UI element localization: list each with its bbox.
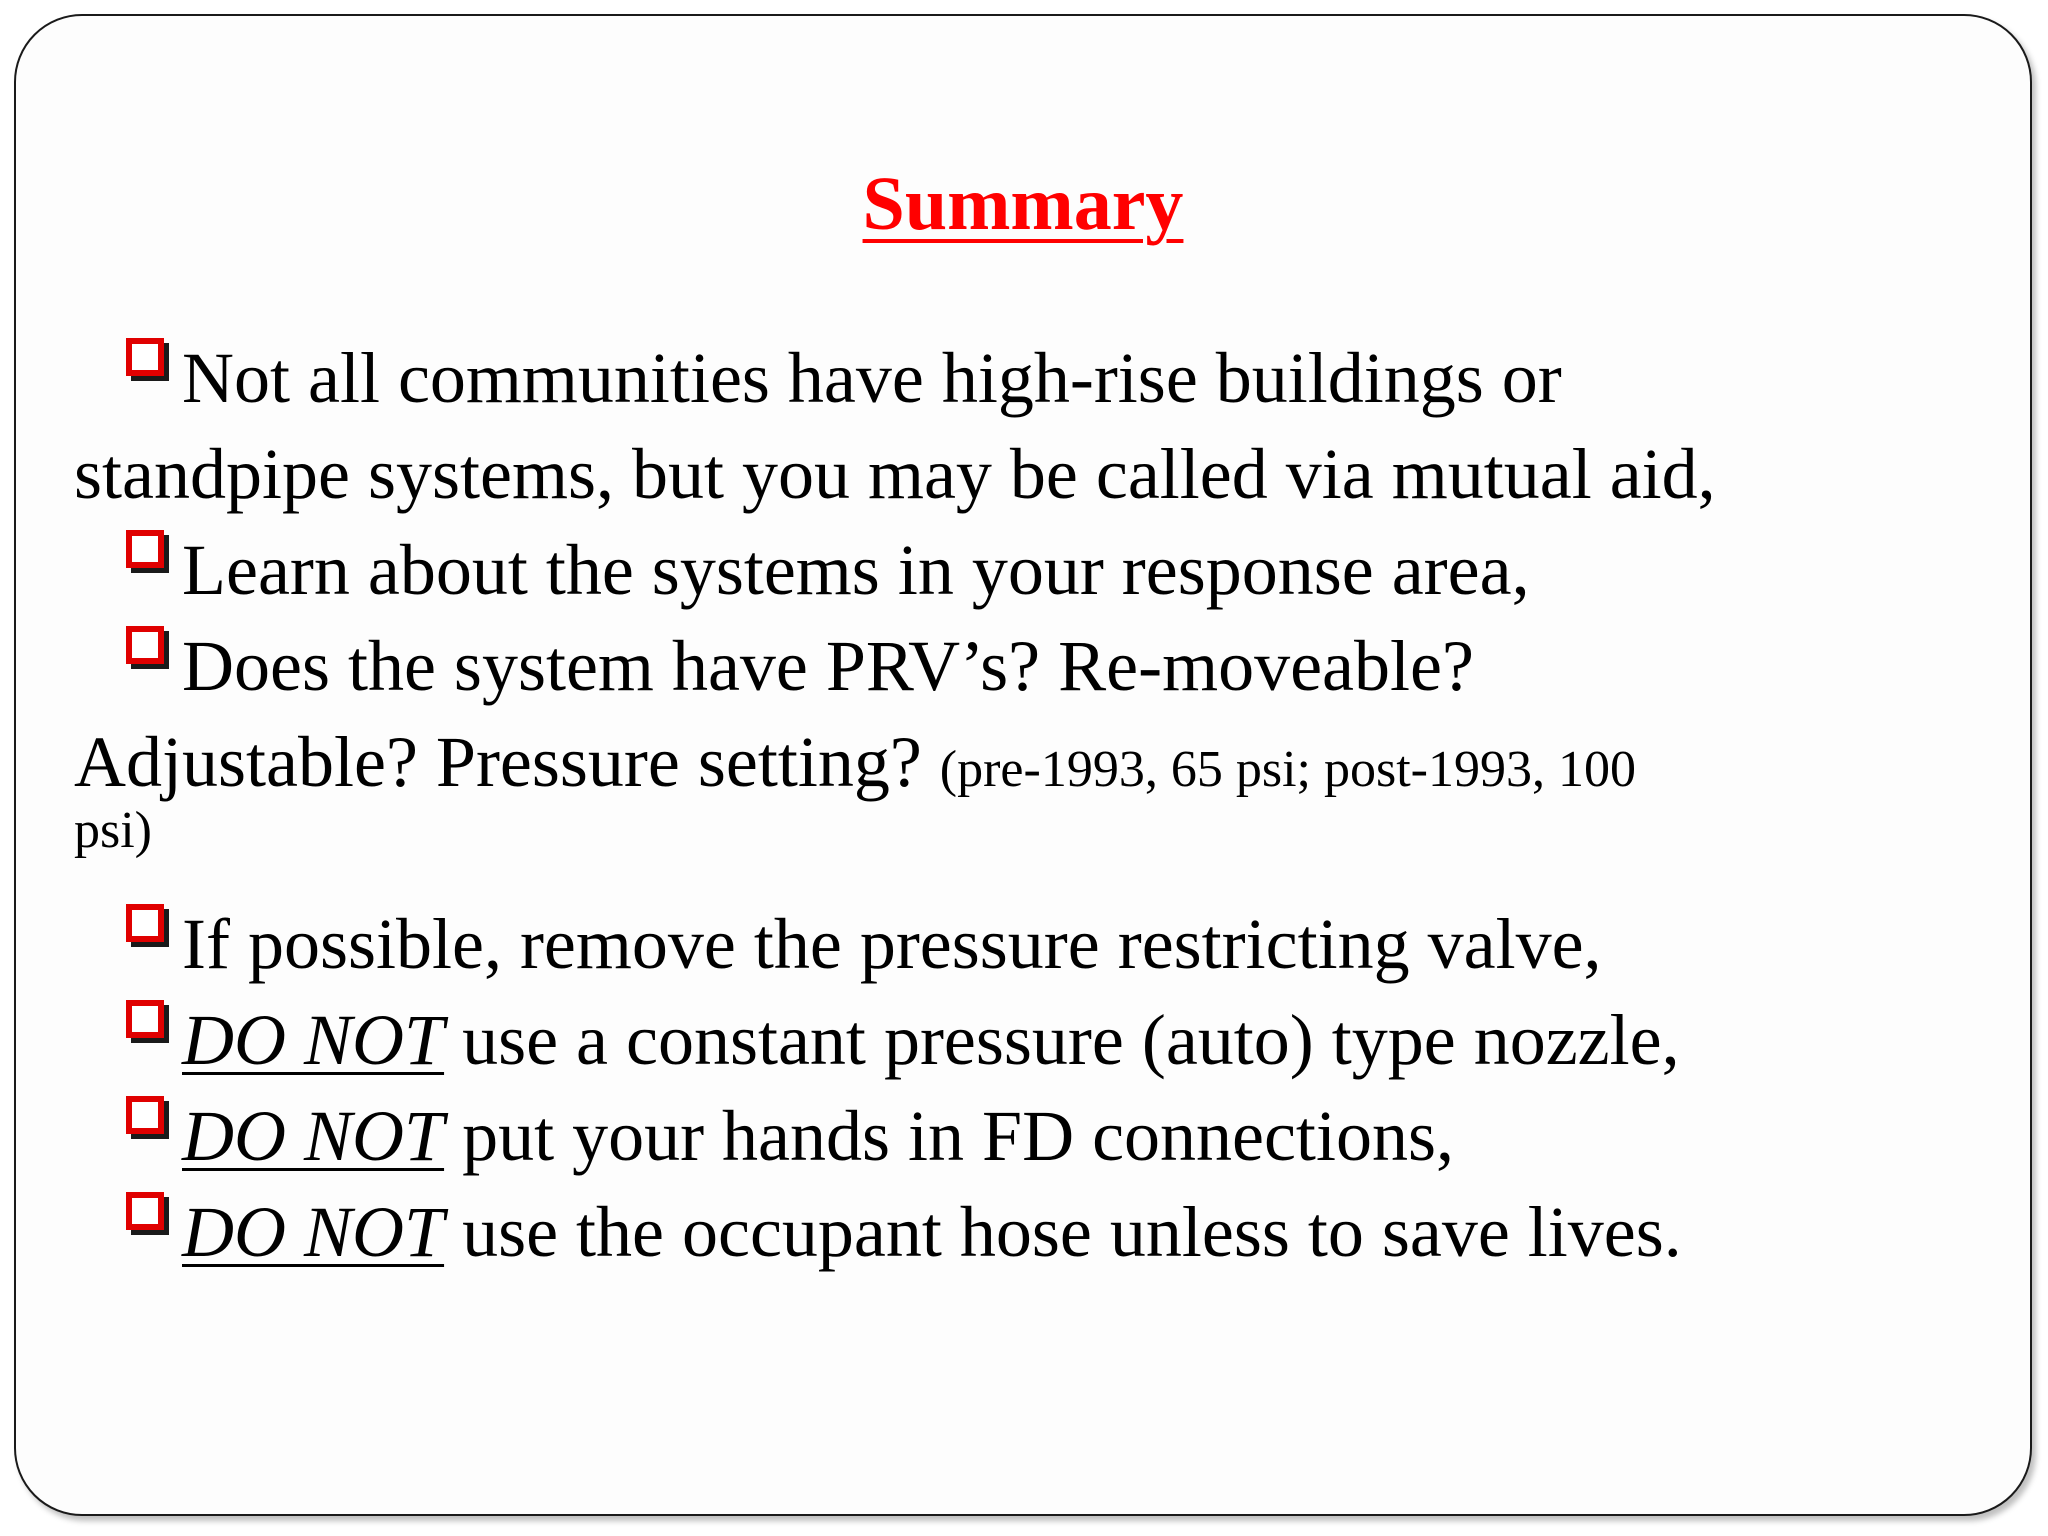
do-not-emphasis: DO NOT bbox=[182, 1096, 445, 1176]
bullet-line bbox=[122, 618, 2002, 714]
bullet-text: Adjustable? Pressure setting? bbox=[74, 722, 922, 802]
bullet-item-2 bbox=[122, 522, 2002, 618]
red-square-bullet-icon bbox=[122, 1088, 182, 1148]
bullet-item-1 bbox=[74, 330, 2002, 522]
bullet-item-4 bbox=[122, 896, 2002, 992]
red-square-bullet-icon bbox=[122, 618, 182, 678]
bullet-line bbox=[122, 330, 2002, 426]
bullet-item-7 bbox=[122, 1184, 2002, 1280]
bullet-line-continuation: standpipe systems, but you may be called via mutual aid, bbox=[74, 434, 1716, 514]
bullet-item-6 bbox=[122, 1088, 2002, 1184]
slide-title: Summary bbox=[862, 162, 1184, 246]
do-not-emphasis: DO NOT bbox=[182, 1000, 445, 1080]
red-square-bullet-icon bbox=[122, 992, 182, 1052]
pressure-note-continuation: psi) bbox=[74, 802, 152, 859]
bullet-item-3 bbox=[74, 618, 2002, 859]
bullet-line bbox=[122, 1184, 2002, 1280]
pressure-note: (pre-1993, 65 psi; post-1993, 100 bbox=[939, 741, 1636, 798]
bullet-text: put your hands in FD connections, bbox=[462, 1096, 1454, 1176]
bullet-text: Does the system have PRV’s? Re-moveable? bbox=[182, 626, 1474, 706]
bullet-line bbox=[122, 1088, 2002, 1184]
red-square-bullet-icon bbox=[122, 522, 182, 582]
bullet-text: use the occupant hose unless to save lives. bbox=[462, 1192, 1682, 1272]
do-not-emphasis: DO NOT bbox=[182, 1192, 445, 1272]
bullet-text: Not all communities have high-rise buildings or bbox=[182, 338, 1562, 418]
bullet-item-5 bbox=[122, 992, 2002, 1088]
bullet-text: If possible, remove the pressure restricting valve, bbox=[182, 904, 1602, 984]
red-square-bullet-icon bbox=[122, 1184, 182, 1244]
bullet-line bbox=[122, 522, 2002, 618]
bullet-line-continuation bbox=[74, 714, 2002, 818]
bullet-text: Learn about the systems in your response area, bbox=[182, 530, 1530, 610]
bullet-line bbox=[122, 896, 2002, 992]
slide-frame bbox=[14, 14, 2032, 1516]
bullet-line bbox=[122, 992, 2002, 1088]
red-square-bullet-icon bbox=[122, 896, 182, 956]
bullet-text: use a constant pressure (auto) type nozzle, bbox=[462, 1000, 1680, 1080]
bullet-list bbox=[74, 330, 2002, 1280]
red-square-bullet-icon bbox=[122, 330, 182, 390]
